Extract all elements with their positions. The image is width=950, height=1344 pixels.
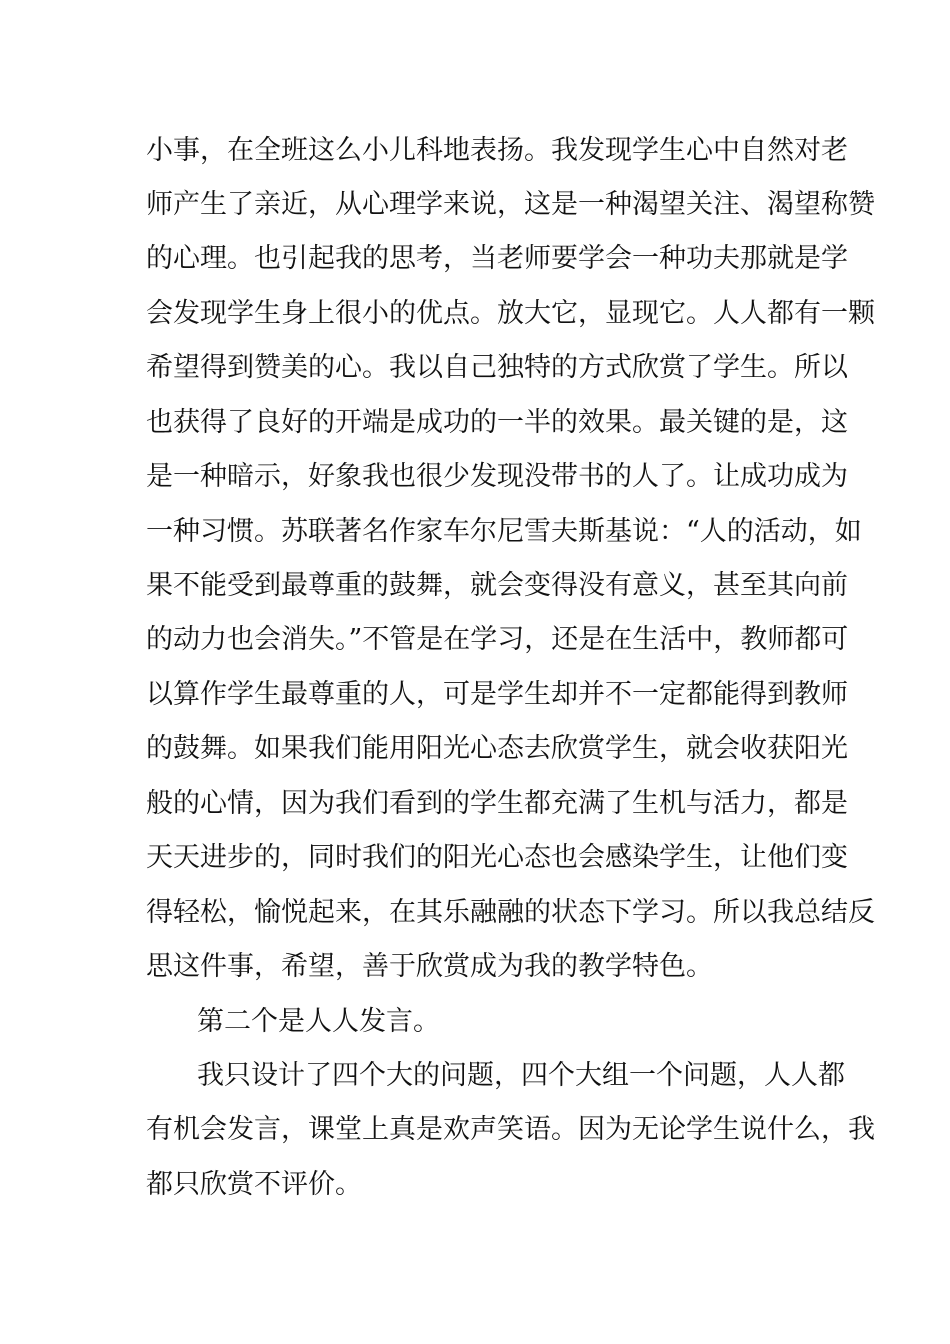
text-line: 希望得到赞美的心。我以自己独特的方式欣赏了学生。所以 [146,352,848,383]
text-line: 都只欣赏不评价。 [146,1169,362,1200]
text-line: 的鼓舞。如果我们能用阳光心态去欣赏学生，就会收获阳光 [146,733,848,764]
text-line: 会发现学生身上很小的优点。放大它，显现它。人人都有一颗 [146,298,875,329]
text-line: 得轻松，愉悦起来，在其乐融融的状态下学习。所以我总结反 [146,897,875,928]
text-line: 天天进步的，同时我们的阳光心态也会感染学生，让他们变 [146,842,848,873]
text-line: 一种习惯。苏联著名作家车尔尼雪夫斯基说：“人的活动，如 [146,516,862,547]
text-line: 有机会发言，课堂上真是欢声笑语。因为无论学生说什么，我 [146,1114,875,1145]
text-line: 思这件事，希望，善于欣赏成为我的教学特色。 [146,951,713,982]
text-line: 以算作学生最尊重的人，可是学生却并不一定都能得到教师 [146,679,848,710]
text-line: 般的心情，因为我们看到的学生都充满了生机与活力，都是 [146,788,848,819]
section-heading: 第二个是人人发言。 [197,1006,440,1037]
text-line: 是一种暗示，好象我也很少发现没带书的人了。让成功成为 [146,461,848,492]
text-line: 小事，在全班这么小儿科地表扬。我发现学生心中自然对老 [146,135,848,166]
text-line: 的动力也会消失。”不管是在学习，还是在生活中，教师都可 [146,624,849,655]
text-line: 的心理。也引起我的思考，当老师要学会一种功夫那就是学 [146,243,848,274]
text-line: 也获得了良好的开端是成功的一半的效果。最关键的是，这 [146,407,848,438]
text-line: 果不能受到最尊重的鼓舞，就会变得没有意义，甚至其向前 [146,570,848,601]
text-line: 师产生了亲近，从心理学来说，这是一种渴望关注、渴望称赞 [146,189,875,220]
text-line: 我只设计了四个大的问题，四个大组一个问题，人人都 [197,1060,845,1091]
